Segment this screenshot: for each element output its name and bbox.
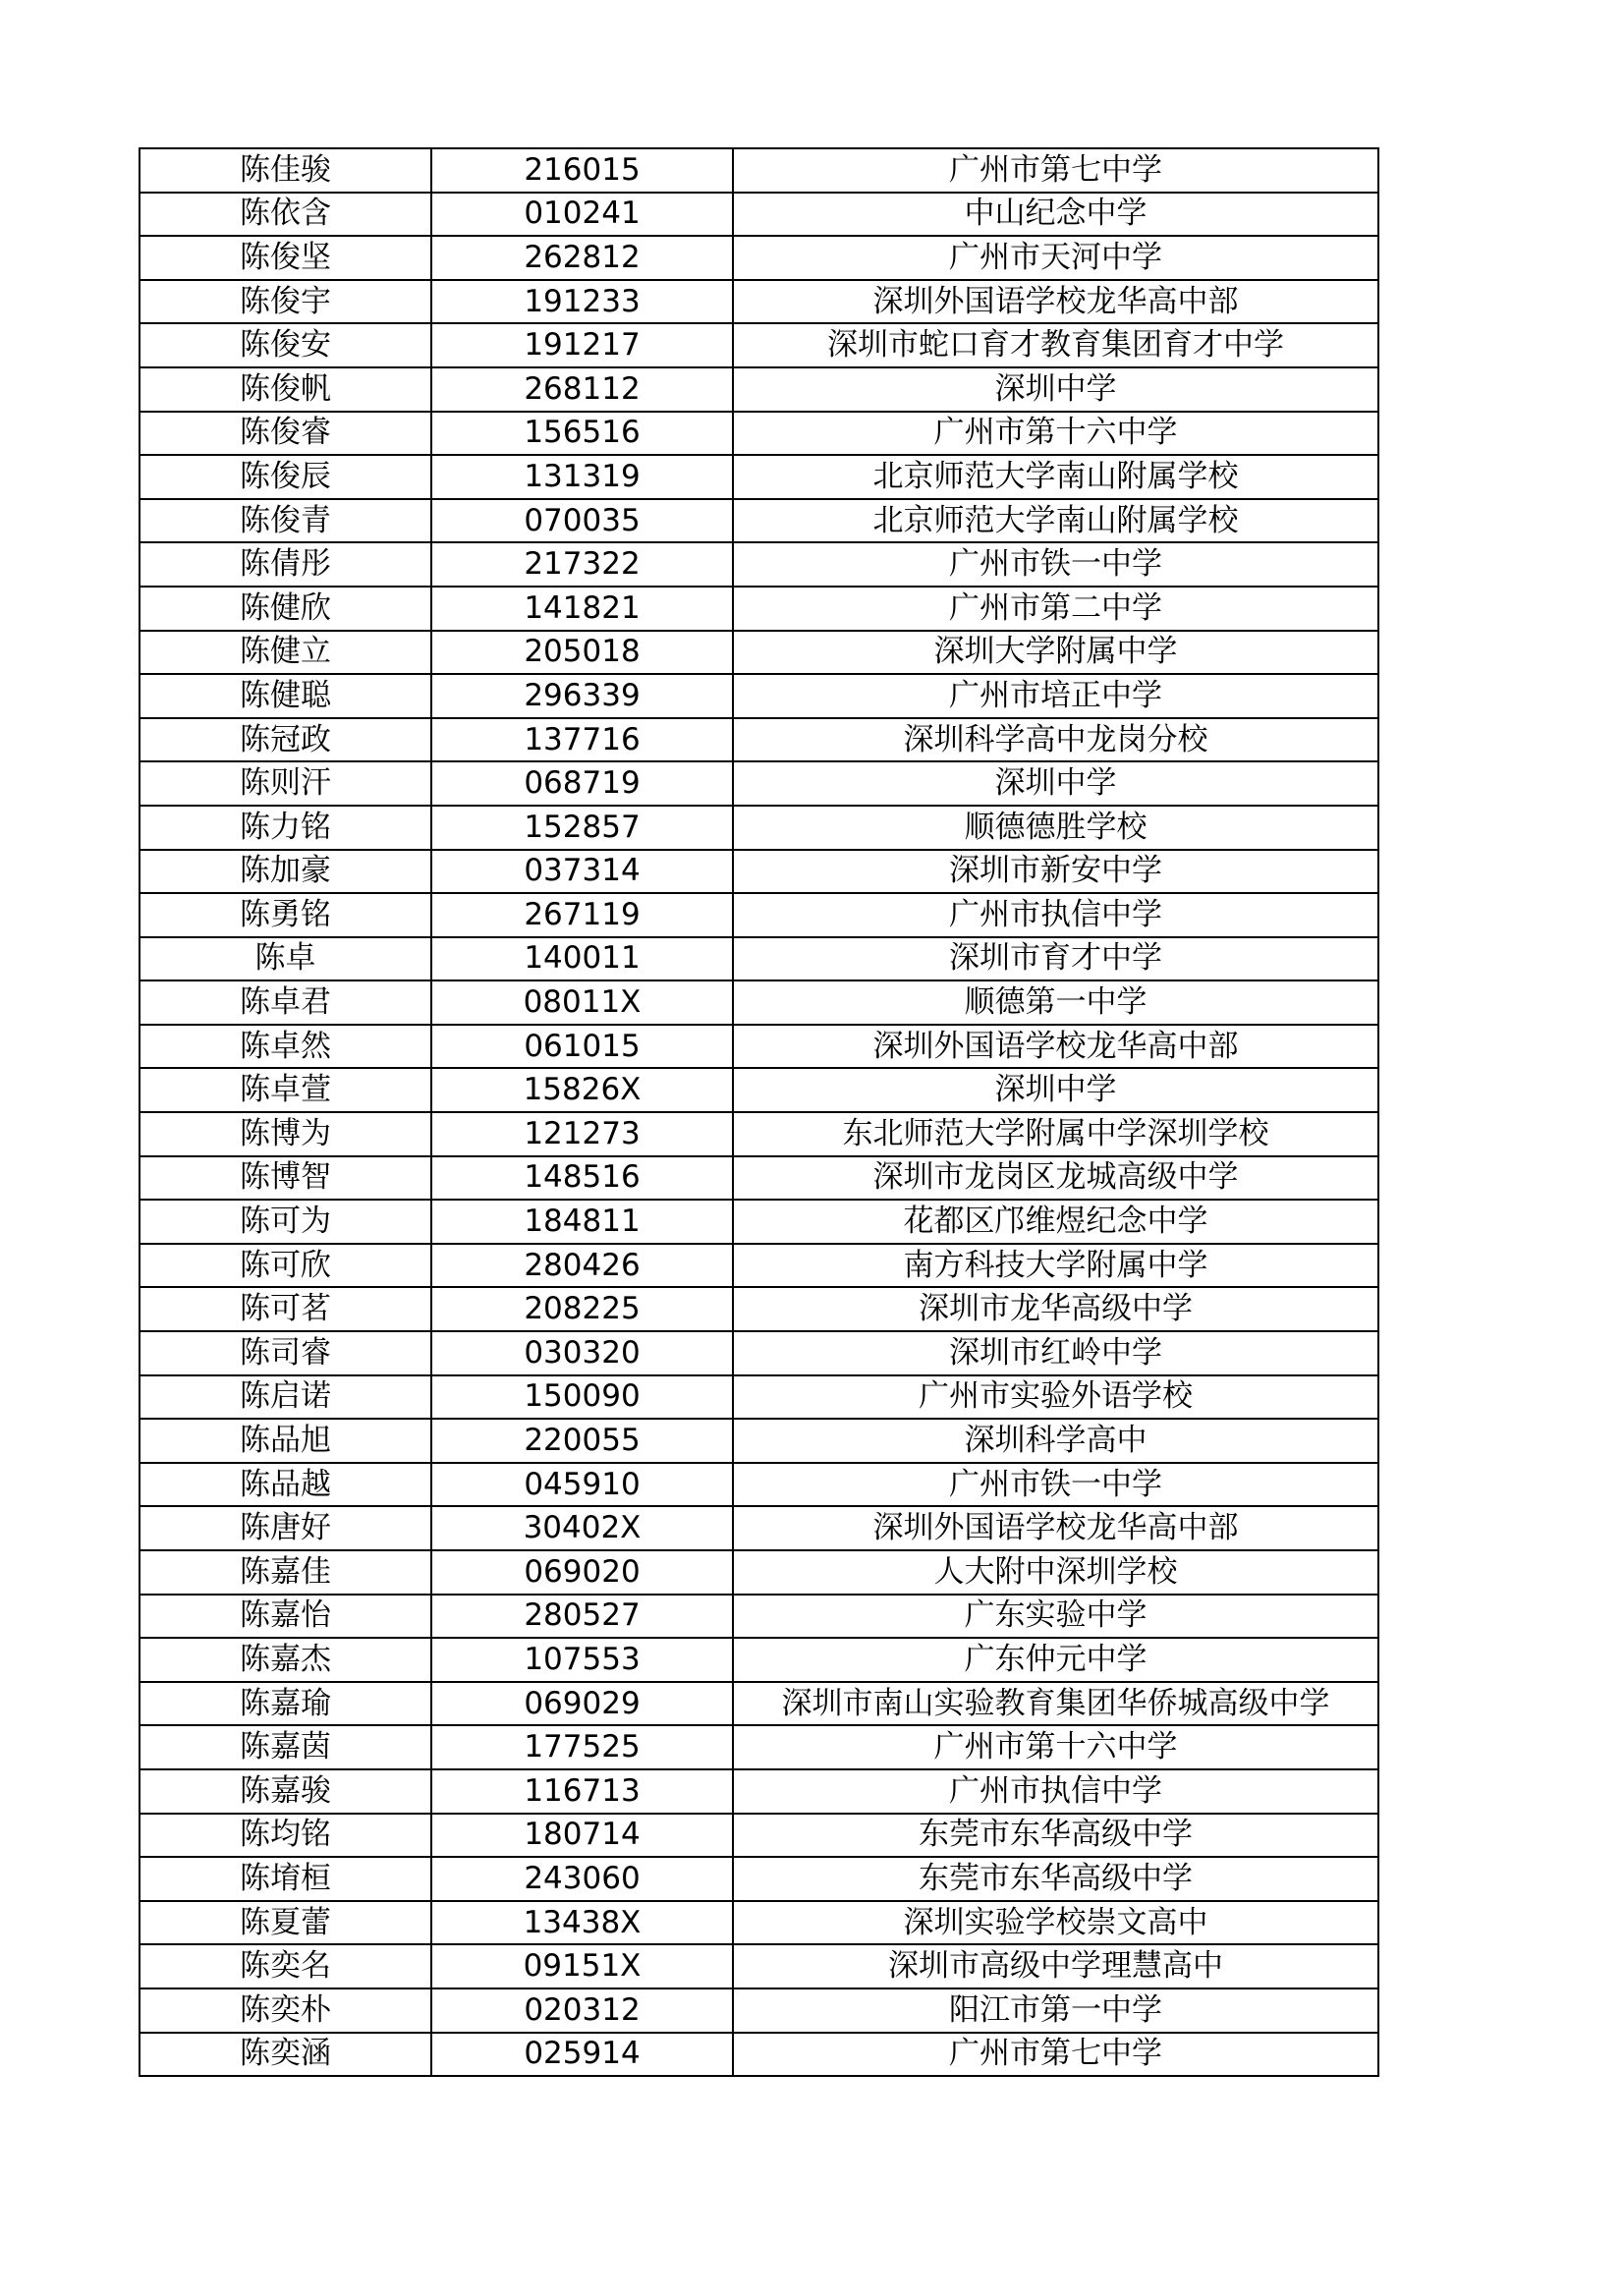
student-name-cell: 陈健欣 [140,587,431,631]
school-name-cell: 北京师范大学南山附属学校 [733,455,1378,499]
student-id-cell: 262812 [431,236,733,280]
student-name-cell: 陈俊睿 [140,412,431,456]
student-id-cell: 216015 [431,148,733,193]
student-name-cell: 陈博为 [140,1112,431,1156]
school-name-cell: 深圳市高级中学理慧高中 [733,1944,1378,1988]
student-name-cell: 陈堉桓 [140,1857,431,1901]
student-name-cell: 陈均铭 [140,1814,431,1858]
student-id-cell: 037314 [431,850,733,894]
student-name-cell: 陈奕朴 [140,1988,431,2033]
school-name-cell: 深圳科学高中龙岗分校 [733,718,1378,762]
student-id-cell: 280527 [431,1595,733,1639]
school-name-cell: 深圳外国语学校龙华高中部 [733,1025,1378,1069]
student-id-cell: 280426 [431,1244,733,1288]
student-name-cell: 陈嘉杰 [140,1638,431,1682]
student-id-cell: 030320 [431,1331,733,1375]
table-row [140,1463,1378,1507]
student-id-cell: 068719 [431,761,733,806]
student-id-cell: 180714 [431,1814,733,1858]
student-name-cell: 陈卓君 [140,980,431,1025]
school-name-cell: 广州市第十六中学 [733,412,1378,456]
student-name-cell: 陈佳骏 [140,148,431,193]
school-name-cell: 深圳外国语学校龙华高中部 [733,280,1378,324]
student-id-cell: 156516 [431,412,733,456]
table-row [140,1375,1378,1420]
school-name-cell: 深圳中学 [733,761,1378,806]
student-id-cell: 191217 [431,323,733,367]
student-id-cell: 150090 [431,1375,733,1420]
table-row [140,1857,1378,1901]
table-row [140,1901,1378,1945]
student-id-cell: 121273 [431,1112,733,1156]
school-name-cell: 东北师范大学附属中学深圳学校 [733,1112,1378,1156]
student-id-cell: 116713 [431,1769,733,1814]
school-name-cell: 北京师范大学南山附属学校 [733,499,1378,543]
student-id-cell: 267119 [431,893,733,937]
student-id-cell: 070035 [431,499,733,543]
school-name-cell: 广州市培正中学 [733,674,1378,718]
student-name-cell: 陈可茗 [140,1287,431,1331]
student-name-cell: 陈可欣 [140,1244,431,1288]
table-row [140,193,1378,237]
table-row [140,1112,1378,1156]
student-name-cell: 陈勇铭 [140,893,431,937]
student-name-cell: 陈依含 [140,193,431,237]
school-name-cell: 广州市铁一中学 [733,542,1378,587]
table-row [140,1025,1378,1069]
school-name-cell: 东莞市东华高级中学 [733,1857,1378,1901]
school-name-cell: 深圳市龙华高级中学 [733,1287,1378,1331]
school-name-cell: 广州市天河中学 [733,236,1378,280]
table-row [140,1682,1378,1726]
student-id-cell: 148516 [431,1156,733,1201]
school-name-cell: 深圳市龙岗区龙城高级中学 [733,1156,1378,1201]
student-id-cell: 15826X [431,1068,733,1112]
table-row [140,455,1378,499]
student-table [139,147,1379,2077]
school-name-cell: 深圳市南山实验教育集团华侨城高级中学 [733,1682,1378,1726]
table-row [140,542,1378,587]
student-name-cell: 陈夏蕾 [140,1901,431,1945]
school-name-cell: 深圳实验学校崇文高中 [733,1901,1378,1945]
student-name-cell: 陈博智 [140,1156,431,1201]
school-name-cell: 顺德第一中学 [733,980,1378,1025]
student-name-cell: 陈启诺 [140,1375,431,1420]
student-name-cell: 陈唐好 [140,1506,431,1550]
table-row [140,148,1378,193]
school-name-cell: 深圳中学 [733,1068,1378,1112]
student-name-cell: 陈力铭 [140,806,431,850]
student-id-cell: 152857 [431,806,733,850]
student-name-cell: 陈卓 [140,937,431,981]
table-row [140,323,1378,367]
school-name-cell: 广州市第七中学 [733,2033,1378,2077]
table-row [140,893,1378,937]
table-row [140,1944,1378,1988]
student-name-cell: 陈加豪 [140,850,431,894]
student-name-cell: 陈卓萱 [140,1068,431,1112]
school-name-cell: 广东实验中学 [733,1595,1378,1639]
student-name-cell: 陈嘉瑜 [140,1682,431,1726]
table-row [140,1331,1378,1375]
table-row [140,1068,1378,1112]
student-id-cell: 061015 [431,1025,733,1069]
table-row [140,674,1378,718]
table-row [140,850,1378,894]
student-id-cell: 296339 [431,674,733,718]
student-name-cell: 陈俊宇 [140,280,431,324]
table-row [140,631,1378,675]
table-row [140,1814,1378,1858]
student-name-cell: 陈健聪 [140,674,431,718]
school-name-cell: 深圳外国语学校龙华高中部 [733,1506,1378,1550]
student-id-cell: 020312 [431,1988,733,2033]
student-name-cell: 陈俊坚 [140,236,431,280]
student-name-cell: 陈品旭 [140,1419,431,1463]
table-row [140,1244,1378,1288]
student-id-cell: 177525 [431,1725,733,1769]
student-name-cell: 陈嘉佳 [140,1550,431,1595]
table-row [140,1200,1378,1244]
school-name-cell: 广州市执信中学 [733,893,1378,937]
table-row [140,412,1378,456]
student-id-cell: 045910 [431,1463,733,1507]
table-row [140,1506,1378,1550]
table-row [140,937,1378,981]
school-name-cell: 中山纪念中学 [733,193,1378,237]
student-id-cell: 13438X [431,1901,733,1945]
student-id-cell: 220055 [431,1419,733,1463]
student-id-cell: 131319 [431,455,733,499]
table-row [140,718,1378,762]
student-id-cell: 140011 [431,937,733,981]
school-name-cell: 广东仲元中学 [733,1638,1378,1682]
student-name-cell: 陈嘉骏 [140,1769,431,1814]
student-name-cell: 陈倩彤 [140,542,431,587]
student-id-cell: 069029 [431,1682,733,1726]
school-name-cell: 广州市第十六中学 [733,1725,1378,1769]
table-row [140,587,1378,631]
table-row [140,1769,1378,1814]
school-name-cell: 深圳市蛇口育才教育集团育才中学 [733,323,1378,367]
student-name-cell: 陈司睿 [140,1331,431,1375]
student-id-cell: 025914 [431,2033,733,2077]
student-table-body [140,148,1378,2076]
school-name-cell: 深圳市新安中学 [733,850,1378,894]
school-name-cell: 深圳市育才中学 [733,937,1378,981]
student-id-cell: 010241 [431,193,733,237]
student-id-cell: 191233 [431,280,733,324]
student-id-cell: 107553 [431,1638,733,1682]
student-name-cell: 陈俊安 [140,323,431,367]
school-name-cell: 广州市铁一中学 [733,1463,1378,1507]
student-name-cell: 陈可为 [140,1200,431,1244]
student-name-cell: 陈奕名 [140,1944,431,1988]
school-name-cell: 东莞市东华高级中学 [733,1814,1378,1858]
table-row [140,2033,1378,2077]
table-row [140,1988,1378,2033]
student-id-cell: 137716 [431,718,733,762]
school-name-cell: 深圳中学 [733,367,1378,412]
student-id-cell: 208225 [431,1287,733,1331]
student-id-cell: 141821 [431,587,733,631]
student-name-cell: 陈卓然 [140,1025,431,1069]
school-name-cell: 广州市第二中学 [733,587,1378,631]
school-name-cell: 深圳市红岭中学 [733,1331,1378,1375]
table-row [140,367,1378,412]
school-name-cell: 广州市执信中学 [733,1769,1378,1814]
student-id-cell: 268112 [431,367,733,412]
table-row [140,1595,1378,1639]
student-name-cell: 陈则汗 [140,761,431,806]
table-row [140,1550,1378,1595]
table-row [140,236,1378,280]
student-name-cell: 陈奕涵 [140,2033,431,2077]
table-row [140,280,1378,324]
student-name-cell: 陈俊辰 [140,455,431,499]
school-name-cell: 南方科技大学附属中学 [733,1244,1378,1288]
school-name-cell: 花都区邝维煜纪念中学 [733,1200,1378,1244]
student-id-cell: 09151X [431,1944,733,1988]
student-id-cell: 243060 [431,1857,733,1901]
student-name-cell: 陈冠政 [140,718,431,762]
student-id-cell: 205018 [431,631,733,675]
student-id-cell: 30402X [431,1506,733,1550]
table-row [140,980,1378,1025]
table-row [140,499,1378,543]
school-name-cell: 深圳大学附属中学 [733,631,1378,675]
school-name-cell: 深圳科学高中 [733,1419,1378,1463]
school-name-cell: 人大附中深圳学校 [733,1550,1378,1595]
student-id-cell: 08011X [431,980,733,1025]
student-name-cell: 陈嘉怡 [140,1595,431,1639]
table-row [140,806,1378,850]
student-id-cell: 184811 [431,1200,733,1244]
table-row [140,1419,1378,1463]
student-name-cell: 陈品越 [140,1463,431,1507]
student-id-cell: 069020 [431,1550,733,1595]
student-id-cell: 217322 [431,542,733,587]
table-row [140,1725,1378,1769]
table-row [140,1638,1378,1682]
school-name-cell: 顺德德胜学校 [733,806,1378,850]
table-row [140,1156,1378,1201]
student-name-cell: 陈俊青 [140,499,431,543]
student-name-cell: 陈俊帆 [140,367,431,412]
school-name-cell: 阳江市第一中学 [733,1988,1378,2033]
student-name-cell: 陈健立 [140,631,431,675]
table-row [140,761,1378,806]
student-name-cell: 陈嘉茵 [140,1725,431,1769]
school-name-cell: 广州市第七中学 [733,148,1378,193]
table-row [140,1287,1378,1331]
school-name-cell: 广州市实验外语学校 [733,1375,1378,1420]
